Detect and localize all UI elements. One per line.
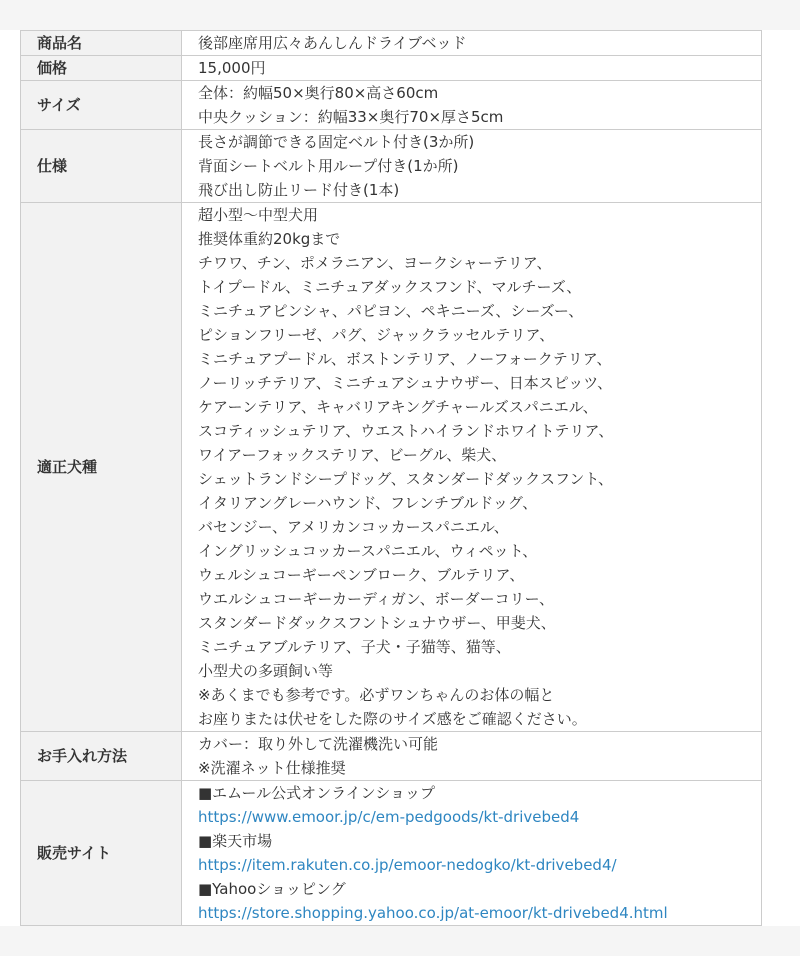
- size-line: 全体：約幅50×奥行80×高さ60cm: [198, 84, 439, 102]
- care-line: ※洗濯ネット仕様推奨: [198, 759, 346, 777]
- row-label-size: サイズ: [21, 81, 182, 130]
- shop-name-yahoo: ■Yahooショッピング: [198, 880, 346, 898]
- breed-line: ケアーンテリア、キャバリアキングチャールズスパニエル、: [198, 398, 598, 416]
- table-row-suitable-breeds: [21, 203, 762, 732]
- table-row-size: [21, 81, 762, 130]
- row-label-price: 価格: [21, 56, 182, 81]
- row-value-suitable-breeds: [182, 203, 762, 732]
- shop-link-emoor[interactable]: https://www.emoor.jp/c/em-pedgoods/kt-drivebed4: [198, 808, 580, 826]
- product-name-text: 後部座席用広々あんしんドライブベッド: [198, 34, 467, 52]
- row-value-care: [182, 732, 762, 781]
- breed-line: バセンジー、アメリカンコッカースパニエル、: [198, 518, 509, 536]
- table-row-product-name: [21, 31, 762, 56]
- breed-line: イタリアングレーハウンド、フレンチブルドッグ、: [198, 494, 538, 512]
- breed-line: 超小型～中型犬用: [198, 206, 319, 224]
- breed-line: ウエルシュコーギーカーディガン、ボーダーコリー、: [198, 590, 555, 608]
- shop-name-emoor: ■エムール公式オンラインショップ: [198, 784, 435, 802]
- breed-line: ワイアーフォックステリア、ビーグル、柴犬、: [198, 446, 507, 464]
- spec-line: 長さが調節できる固定ベルト付き(3か所): [198, 133, 475, 151]
- table-row-shops: [21, 781, 762, 926]
- breed-note-line: お座りまたは伏せをした際のサイズ感をご確認ください。: [198, 710, 587, 728]
- table-row-care: [21, 732, 762, 781]
- price-text: 15,000円: [198, 59, 266, 77]
- row-value-shops: [182, 781, 762, 926]
- breed-line: シェットランドシープドッグ、スタンダードダックスフント、: [198, 470, 614, 488]
- row-label-product-name: 商品名: [21, 31, 182, 56]
- product-spec-table: [20, 30, 762, 926]
- breed-line: ミニチュアプードル、ボストンテリア、ノーフォークテリア、: [198, 350, 612, 368]
- breed-line: 推奨体重約20kgまで: [198, 230, 341, 248]
- spec-line: 背面シートベルト用ループ付き(1か所): [198, 157, 459, 175]
- breed-line: ノーリッチテリア、ミニチュアシュナウザー、日本スピッツ、: [198, 374, 613, 392]
- shop-link-yahoo[interactable]: https://store.shopping.yahoo.co.jp/at-emoor/kt-drivebed4.html: [198, 904, 668, 922]
- breed-line: ミニチュアブルテリア、子犬・子猫等、猫等、: [198, 638, 511, 656]
- breed-line: トイプードル、ミニチュアダックスフンド、マルチーズ、: [198, 278, 582, 296]
- row-label-spec: 仕様: [21, 130, 182, 203]
- breed-line: スコティッシュテリア、ウエストハイランドホワイトテリア、: [198, 422, 614, 440]
- row-value-product-name: [182, 31, 762, 56]
- row-label-suitable-breeds: 適正犬種: [21, 203, 182, 732]
- spec-sheet: [0, 30, 800, 926]
- breed-line: チワワ、チン、ポメラニアン、ヨークシャーテリア、: [198, 254, 552, 272]
- breed-line: ピションフリーゼ、パグ、ジャックラッセルテリア、: [198, 326, 555, 344]
- breed-line: イングリッシュコッカースパニエル、ウィペット、: [198, 542, 538, 560]
- breed-line: ウェルシュコーギーペンブローク、ブルテリア、: [198, 566, 525, 584]
- row-value-price: [182, 56, 762, 81]
- row-label-shops: 販売サイト: [21, 781, 182, 926]
- row-value-spec: [182, 130, 762, 203]
- table-row-price: [21, 56, 762, 81]
- row-value-size: [182, 81, 762, 130]
- spec-line: 飛び出し防止リード付き(1本): [198, 181, 400, 199]
- breed-line: 小型犬の多頭飼い等: [198, 662, 334, 680]
- row-label-care: お手入れ方法: [21, 732, 182, 781]
- size-line: 中央クッション：約幅33×奥行70×厚さ5cm: [198, 108, 504, 126]
- breed-note-line: ※あくまでも参考です。必ずワンちゃんのお体の幅と: [198, 686, 555, 704]
- breed-line: スタンダードダックスフントシュナウザー、甲斐犬、: [198, 614, 556, 632]
- care-line: カバー：取り外して洗濯機洗い可能: [198, 735, 439, 753]
- shop-link-rakuten[interactable]: https://item.rakuten.co.jp/emoor-nedogko/kt-drivebed4/: [198, 856, 617, 874]
- shop-name-rakuten: ■楽天市場: [198, 832, 273, 850]
- breed-line: ミニチュアピンシャ、パピヨン、ペキニーズ、シーズー、: [198, 302, 584, 320]
- table-row-spec: [21, 130, 762, 203]
